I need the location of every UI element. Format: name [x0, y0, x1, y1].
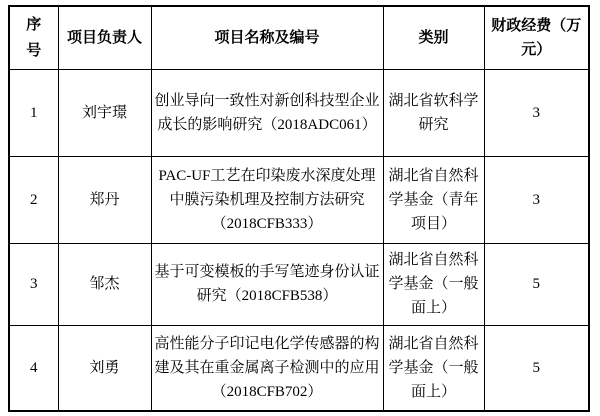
cell-no: 2 — [9, 156, 58, 243]
cell-no: 4 — [9, 325, 58, 411]
table-row — [9, 243, 589, 325]
header-no-label: 序号 — [26, 16, 42, 59]
cell-project: 高性能分子印记电化学传感器的构建及其在重金属离子检测中的应用（2018CFB702） — [151, 325, 383, 411]
cell-fund: 3 — [484, 69, 589, 156]
cell-leader: 刘宇璟 — [58, 69, 151, 156]
header-cell-fund: 财政经费（万元） — [484, 6, 589, 69]
cell-no: 1 — [9, 69, 58, 156]
table-row — [9, 69, 589, 156]
cell-fund: 5 — [484, 325, 589, 411]
header-cell-no — [9, 6, 58, 69]
cell-category: 湖北省软科学研究 — [383, 69, 484, 156]
cell-project: PAC-UF工艺在印染废水深度处理中膜污染机理及控制方法研究（2018CFB333） — [151, 156, 383, 243]
cell-fund: 3 — [484, 156, 589, 243]
header-cell-project: 项目名称及编号 — [151, 6, 383, 69]
header-cell-category: 类别 — [383, 6, 484, 69]
cell-category: 湖北省自然科学基金（一般面上） — [383, 243, 484, 325]
table-header-row — [9, 6, 589, 69]
cell-project: 基于可变模板的手写笔迹身份认证研究（2018CFB538） — [151, 243, 383, 325]
cell-no: 3 — [9, 243, 58, 325]
cell-leader: 刘勇 — [58, 325, 151, 411]
cell-leader: 郑丹 — [58, 156, 151, 243]
projects-table — [8, 5, 590, 412]
cell-category: 湖北省自然科学基金（青年项目） — [383, 156, 484, 243]
cell-project: 创业导向一致性对新创科技型企业成长的影响研究（2018ADC061） — [151, 69, 383, 156]
cell-category: 湖北省自然科学基金（一般面上） — [383, 325, 484, 411]
cell-leader: 邹杰 — [58, 243, 151, 325]
table-row — [9, 156, 589, 243]
cell-fund: 5 — [484, 243, 589, 325]
table-row — [9, 325, 589, 411]
header-cell-leader: 项目负责人 — [58, 6, 151, 69]
